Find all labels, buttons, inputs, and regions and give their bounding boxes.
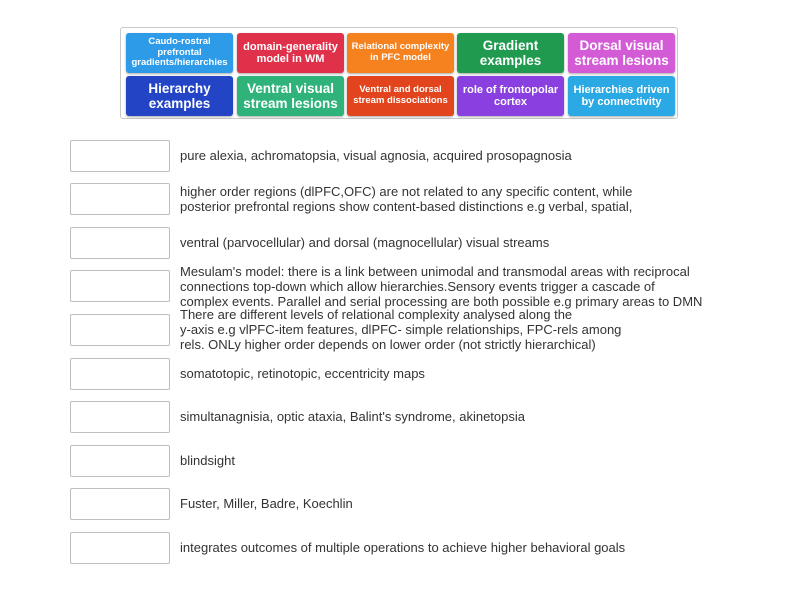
clue-line: rels. ONLy higher order depends on lower order (not strictly hierarchical) — [180, 337, 596, 352]
tile-label: Relational complexity in PFC model — [351, 41, 450, 63]
clue-10 — [180, 540, 750, 555]
tile-label: role of frontopolar cortex — [462, 83, 559, 108]
clue-line: higher order regions (dlPFC,OFC) are not related to any specific content, while — [180, 184, 633, 199]
clue-6 — [180, 366, 750, 381]
clue-line: Fuster, Miller, Badre, Koechlin — [180, 496, 353, 511]
clue-line: ventral (parvocellular) and dorsal (magnocellular) visual streams — [180, 235, 550, 250]
clue-7 — [180, 409, 750, 424]
tile-label: Caudo-rostral prefrontal gradients/hierarchies — [131, 36, 228, 69]
clue-8 — [180, 453, 750, 468]
tile-label: Hierarchy examples — [148, 80, 211, 111]
clue-line: complex events. Parallel and serial processing are both possible e.g primary areas to DMN — [180, 294, 703, 309]
clue-line: blindsight — [180, 453, 235, 468]
clue-line: somatotopic, retinotopic, eccentricity maps — [180, 366, 425, 381]
tile-hierarchy-examples[interactable] — [126, 76, 233, 116]
tile-label: Hierarchies driven by connectivity — [573, 83, 670, 108]
clue-line: simultanagnisia, optic ataxia, Balint's syndrome, akinetopsia — [180, 409, 525, 424]
tile-label: Dorsal visual stream lesions — [574, 37, 669, 68]
tile-domain-generality[interactable] — [237, 33, 344, 73]
tile-caudo-rostral[interactable] — [126, 33, 233, 73]
tile-tray — [120, 27, 678, 119]
drop-box-10[interactable] — [70, 532, 170, 564]
clue-line: integrates outcomes of multiple operations to achieve higher behavioral goals — [180, 540, 626, 555]
drop-box-5[interactable] — [70, 314, 170, 346]
tile-connectivity-hierarchies[interactable] — [568, 76, 675, 116]
drop-box-9[interactable] — [70, 488, 170, 520]
drop-box-2[interactable] — [70, 183, 170, 215]
drop-box-8[interactable] — [70, 445, 170, 477]
clue-9 — [180, 496, 750, 511]
drop-box-3[interactable] — [70, 227, 170, 259]
tile-ventral-visual-stream[interactable] — [237, 76, 344, 116]
tile-dorsal-visual-stream[interactable] — [568, 33, 675, 73]
clue-line: There are different levels of relational complexity analysed along the — [180, 307, 573, 322]
tile-frontopolar-cortex[interactable] — [457, 76, 564, 116]
tile-gradient-examples[interactable] — [457, 33, 564, 73]
clue-line: y-axis e.g vlPFC-item features, dlPFC- simple relationships, FPC-rels among — [180, 322, 622, 337]
tile-relational-complexity[interactable] — [347, 33, 454, 73]
tile-label: Gradient examples — [479, 37, 542, 68]
clue-line: connections top-down which allow hierarchies.Sensory events trigger a cascade of — [180, 279, 655, 294]
clue-2 — [180, 184, 750, 214]
clue-line: pure alexia, achromatopsia, visual agnosia, acquired prosopagnosia — [180, 148, 572, 163]
clue-1 — [180, 148, 750, 163]
drop-box-6[interactable] — [70, 358, 170, 390]
drop-box-4[interactable] — [70, 270, 170, 302]
drop-box-7[interactable] — [70, 401, 170, 433]
drop-box-1[interactable] — [70, 140, 170, 172]
clue-line: Mesulam's model: there is a link between unimodal and transmodal areas with reciprocal — [180, 264, 690, 279]
tile-label: domain-generality model in WM — [243, 40, 338, 65]
tile-ventral-dorsal-dissociations[interactable] — [347, 76, 454, 116]
clue-line: posterior prefrontal regions show content-based distinctions e.g verbal, spatial, — [180, 199, 633, 214]
clue-4 — [180, 264, 750, 309]
tile-label: Ventral visual stream lesions — [243, 80, 338, 111]
tile-label: Ventral and dorsal stream dissociations — [353, 84, 448, 106]
clue-5 — [180, 307, 750, 352]
clue-3 — [180, 235, 750, 250]
